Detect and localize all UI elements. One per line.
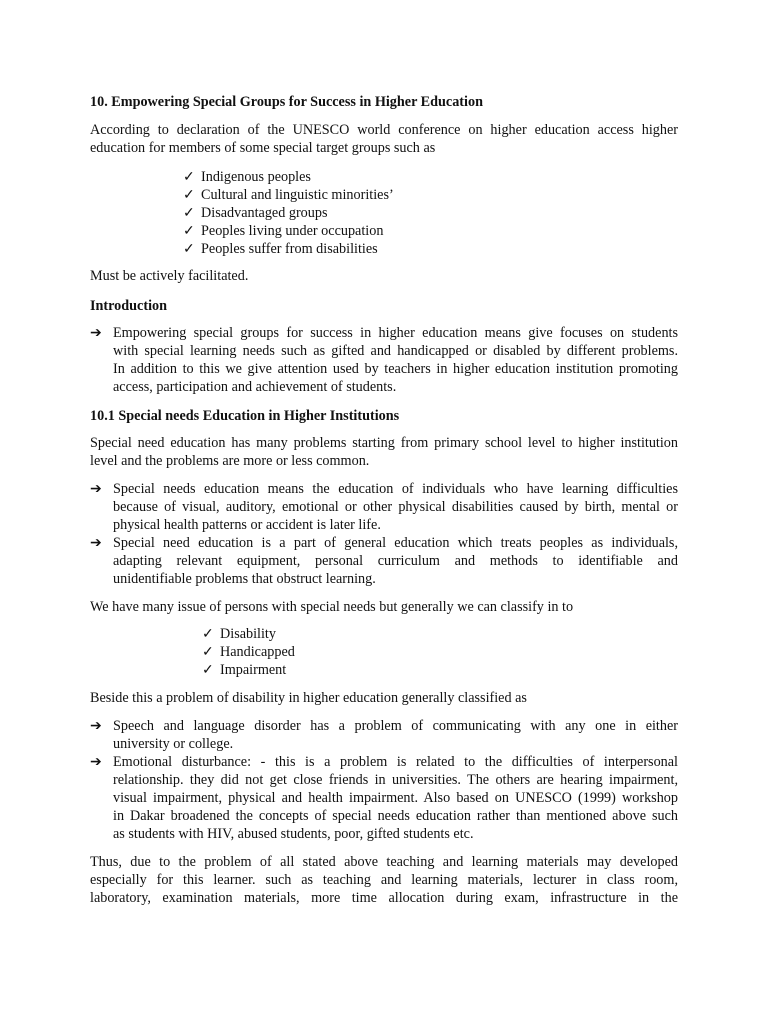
definition-bullet-1-line-1: Special needs education means the education of individuals who have learning difficulties <box>113 481 678 497</box>
list-item: ✓ Handicapped <box>202 644 295 660</box>
check-icon: ✓ <box>183 169 195 185</box>
introduction-bullet-line-3: In addition to this we give attention used by teachers in higher education institution promoting <box>113 361 678 377</box>
closing-paragraph-line-3: laboratory, examination materials, more time allocation during exam, infrastructure in the <box>90 890 678 906</box>
definition-bullet-1-line-2: because of visual, auditory, emotional or other physical disabilities caused by birth, mental or <box>113 499 678 515</box>
check-icon: ✓ <box>202 626 214 642</box>
list-item: ✓ Peoples living under occupation <box>183 223 384 239</box>
check-icon: ✓ <box>183 187 195 203</box>
check-icon: ✓ <box>183 205 195 221</box>
section-title: 10. Empowering Special Groups for Success in Higher Education <box>90 94 483 110</box>
introduction-bullet-line-4: access, participation and achievement of students. <box>113 379 397 395</box>
check-icon: ✓ <box>183 223 195 239</box>
arrow-icon: ➔ <box>90 325 102 341</box>
closing-paragraph-line-1: Thus, due to the problem of all stated above teaching and learning materials may developed <box>90 854 678 870</box>
problem-bullet-2-line-5: as students with HIV, abused students, poor, gifted students etc. <box>113 826 474 842</box>
arrow-icon: ➔ <box>90 718 102 734</box>
list-item: ✓ Cultural and linguistic minorities’ <box>183 187 394 203</box>
arrow-icon: ➔ <box>90 754 102 770</box>
list-item: ✓ Peoples suffer from disabilities <box>183 241 378 257</box>
problem-bullet-2-line-3: visual impairment, physical and health impairment. Also based on UNESCO (1999) workshop <box>113 790 678 806</box>
facilitated-line: Must be actively facilitated. <box>90 268 249 284</box>
definition-bullet-2-line-1: Special need education is a part of general education which treats peoples as individuals, <box>113 535 678 551</box>
list-item: ✓ Disadvantaged groups <box>183 205 328 221</box>
check-icon: ✓ <box>202 644 214 660</box>
introduction-bullet-line-1: Empowering special groups for success in higher education means give focuses on students <box>113 325 678 341</box>
introduction-heading: Introduction <box>90 298 167 314</box>
list-item: ✓ Indigenous peoples <box>183 169 311 185</box>
classify-line: We have many issue of persons with special needs but generally we can classify in to <box>90 599 574 615</box>
check-icon: ✓ <box>202 662 214 678</box>
intro-paragraph-line-2: education for members of some special target groups such as <box>90 140 436 156</box>
definition-bullet-2-line-2: adapting relevant equipment, personal curriculum and methods to identifiable and <box>113 553 678 569</box>
definition-bullet-1-line-3: physical health patterns or accident is later life. <box>113 517 381 533</box>
intro-paragraph-line-1: According to declaration of the UNESCO world conference on higher education access higher <box>90 122 678 138</box>
problem-bullet-2-line-4: in Dakar broadened the concepts of special needs education rather than mentioned above such <box>113 808 678 824</box>
check-icon: ✓ <box>183 241 195 257</box>
problem-bullet-1-line-1: Speech and language disorder has a problem of communicating with any one in either <box>113 718 678 734</box>
introduction-bullet-line-2: with special learning needs such as gifted and handicapped or disabled by different problems. <box>113 343 678 359</box>
problem-bullet-1-line-2: university or college. <box>113 736 234 752</box>
definition-bullet-2-line-3: unidentifiable problems that obstruct learning. <box>113 571 376 587</box>
problem-bullet-2-line-2: relationship. they did not get close friends in universities. The others are hearing impairment, <box>113 772 678 788</box>
subsection-title: 10.1 Special needs Education in Higher Institutions <box>90 408 400 424</box>
arrow-icon: ➔ <box>90 481 102 497</box>
special-need-paragraph-line-1: Special need education has many problems starting from primary school level to higher institution <box>90 435 678 451</box>
special-need-paragraph-line-2: level and the problems are more or less common. <box>90 453 370 469</box>
problem-bullet-2-line-1: Emotional disturbance: - this is a problem is related to the difficulties of interpersonal <box>113 754 678 770</box>
list-item: ✓ Disability <box>202 626 276 642</box>
arrow-icon: ➔ <box>90 535 102 551</box>
beside-line: Beside this a problem of disability in higher education generally classified as <box>90 690 527 706</box>
closing-paragraph-line-2: especially for this learner. such as teaching and learning materials, lecturer in class room, <box>90 872 678 888</box>
list-item: ✓ Impairment <box>202 662 287 678</box>
